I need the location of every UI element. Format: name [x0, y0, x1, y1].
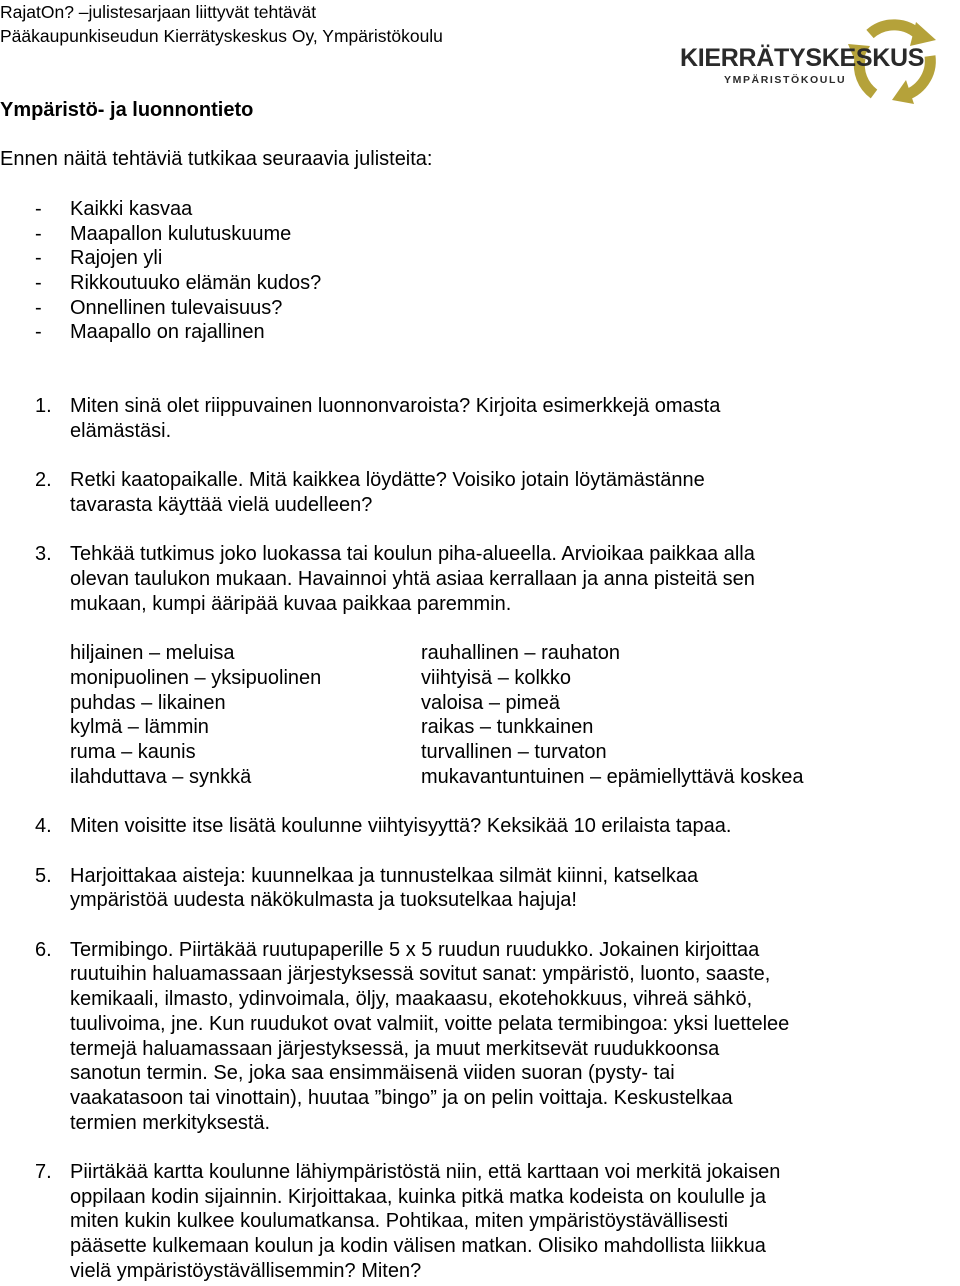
- task-number: 7.: [35, 1161, 52, 1183]
- task-text: Retki kaatopaikalle. Mitä kaikkea löydätte? Voisiko jotain löytämästänne: [70, 469, 705, 491]
- task-number: 5.: [35, 865, 52, 887]
- pair-right: mukavantuntuinen – epämiellyttävä koskea: [421, 766, 804, 788]
- pair-left: ruma – kaunis: [70, 741, 196, 763]
- task-text: termejä haluamassaan järjestyksessä, ja muut merkitsevät ruudukkoonsa: [70, 1038, 720, 1060]
- task-text: tavarasta käyttää vielä uudelleen?: [70, 494, 373, 516]
- task-text: termien merkityksestä.: [70, 1112, 271, 1134]
- task-text: Termibingo. Piirtäkää ruutupaperille 5 x 5 ruudun ruudukko. Jokainen kirjoittaa: [70, 939, 760, 961]
- pair-right: valoisa – pimeä: [421, 692, 560, 714]
- task-text: Tehkää tutkimus joko luokassa tai koulun piha-alueella. Arvioikaa paikkaa alla: [70, 543, 755, 565]
- task-text: mukaan, kumpi ääripää kuvaa paikkaa paremmin.: [70, 593, 512, 615]
- pair-right: raikas – tunkkainen: [421, 716, 594, 738]
- pair-left: ilahduttava – synkkä: [70, 766, 252, 788]
- task-number: 2.: [35, 469, 52, 491]
- task-text: vielä ympäristöystävällisemmin? Miten?: [70, 1260, 422, 1282]
- logo-name: KIERRÄTYSKESKUS: [680, 44, 925, 72]
- page-title: Ympäristö- ja luonnontieto: [0, 99, 254, 121]
- task-text: Miten sinä olet riippuvainen luonnonvaroista? Kirjoita esimerkkejä omasta: [70, 395, 721, 417]
- header-line-1: RajatOn? –julistesarjaan liittyvät tehtävät: [0, 2, 317, 22]
- task-text: Harjoittakaa aisteja: kuunnelkaa ja tunnustelkaa silmät kiinni, katselkaa: [70, 865, 699, 887]
- task-text: sanotun termin. Se, joka saa ensimmäisenä viiden suoran (pysty- tai: [70, 1062, 675, 1084]
- pair-right: viihtyisä – kolkko: [421, 667, 572, 689]
- task-text: olevan taulukon mukaan. Havainnoi yhtä asiaa kerrallaan ja anna pisteitä sen: [70, 568, 755, 590]
- task-text: ympäristöä uudesta näkökulmasta ja tuoksutelkaa hajuja!: [70, 889, 577, 911]
- pair-left: kylmä – lämmin: [70, 716, 209, 738]
- header-line-2: Pääkaupunkiseudun Kierrätyskeskus Oy, Ympäristökoulu: [0, 26, 443, 46]
- document-header: [0, 0, 443, 48]
- intro-text: Ennen näitä tehtäviä tutkikaa seuraavia julisteita:: [0, 148, 433, 170]
- task-text: elämästäsi.: [70, 420, 172, 442]
- task-number: 4.: [35, 815, 52, 837]
- pair-left: hiljainen – meluisa: [70, 642, 235, 664]
- pair-right: rauhallinen – rauhaton: [421, 642, 621, 664]
- pair-left: puhdas – likainen: [70, 692, 226, 714]
- pair-right: turvallinen – turvaton: [421, 741, 607, 763]
- task-text: ruutuihin haluamassaan järjestyksessä sovitut sanat: ympäristö, luonto, saaste,: [70, 963, 771, 985]
- task-text: Piirtäkää kartta koulunne lähiympäristöstä niin, että karttaan voi merkitä jokaisen: [70, 1161, 781, 1183]
- task-text: pääsette kulkemaan koulun ja kodin välisen matkan. Olisiko mahdollista liikkua: [70, 1235, 766, 1257]
- task-text: kemikaali, ilmasto, ydinvoimala, öljy, maakaasu, ekotehokkuus, vihreä sähkö,: [70, 988, 753, 1010]
- task-text: oppilaan kodin sijainnin. Kirjoittakaa, kuinka pitkä matka kodeista on koululle ja: [70, 1186, 766, 1208]
- task-text: tuulivoima, jne. Kun ruudukot ovat valmiit, voitte pelata termibingoa: yksi luettelee: [70, 1013, 790, 1035]
- kierratyskeskus-logo: [680, 14, 956, 104]
- task-text: Miten voisitte itse lisätä koulunne viihtyisyyttä? Keksikää 10 erilaista tapaa.: [70, 815, 732, 837]
- logo-subtitle: YMPÄRISTÖKOULU: [724, 74, 847, 86]
- pair-left: monipuolinen – yksipuolinen: [70, 667, 322, 689]
- task-number: 1.: [35, 395, 52, 417]
- task-text: miten kukin kulkee koulumatkansa. Pohtikaa, miten ympäristöystävällisesti: [70, 1210, 729, 1232]
- task-number: 3.: [35, 543, 52, 565]
- task-text: vaakatasoon tai vinottain), huutaa ”bingo” ja on pelin voittaja. Keskustelkaa: [70, 1087, 733, 1109]
- task-number: 6.: [35, 939, 52, 961]
